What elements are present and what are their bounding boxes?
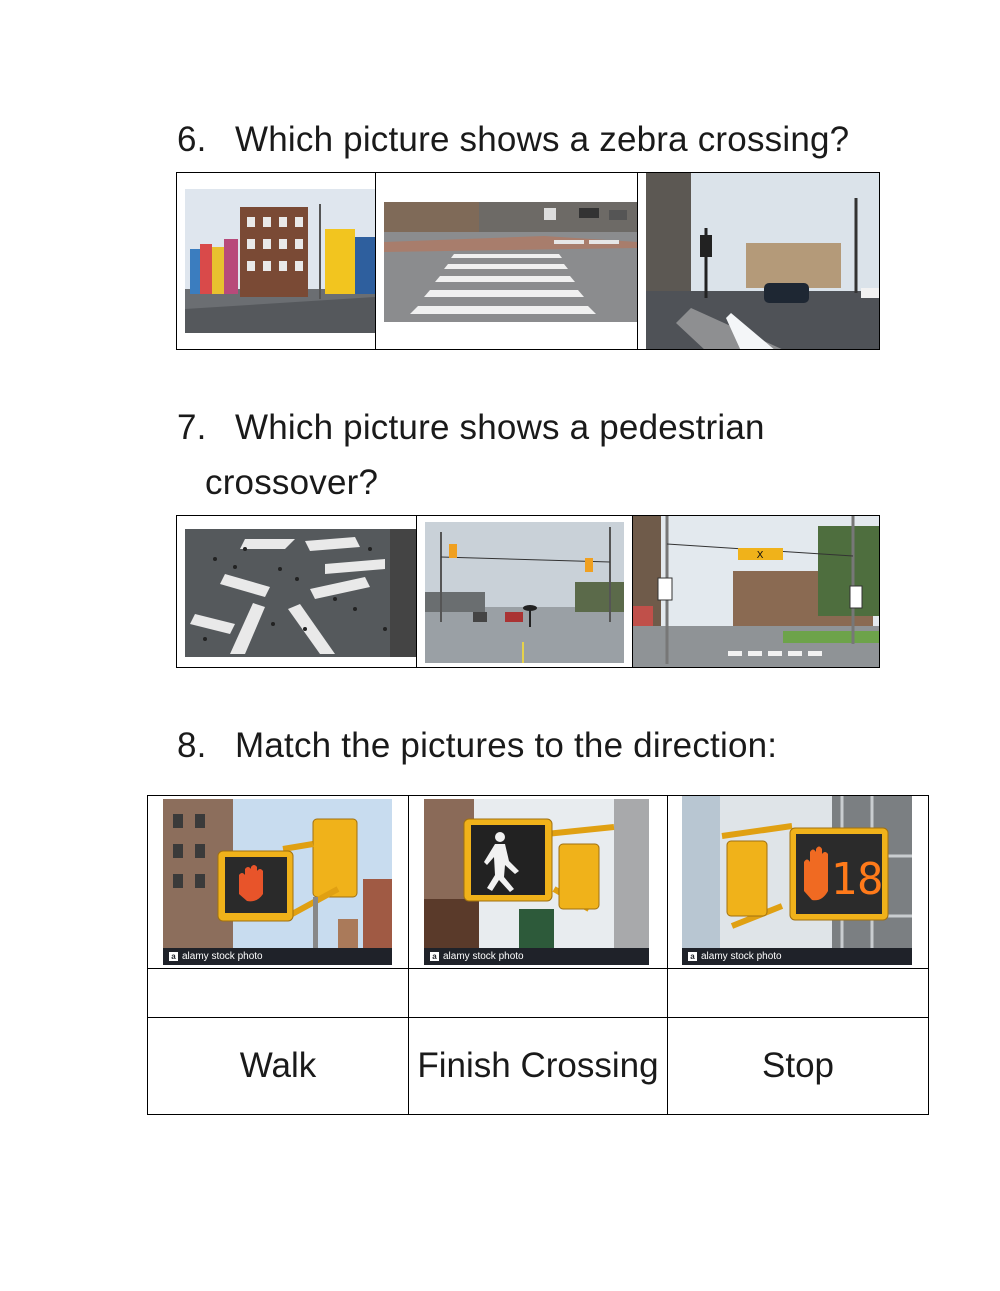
q7-photo-scramble-crossing: [185, 529, 416, 657]
question-7-image-row: [176, 515, 880, 668]
q6-option-3[interactable]: [638, 173, 880, 349]
watermark-text: alamy stock photo: [182, 951, 263, 962]
label-row: [148, 1018, 929, 1115]
signal-picture-cell-3: [668, 796, 929, 969]
q6-option-1[interactable]: [177, 173, 376, 349]
question-7-text-line1: Which picture shows a pedestrian: [235, 408, 765, 447]
label-walk[interactable]: Walk: [148, 1018, 409, 1115]
question-6: [177, 120, 849, 160]
q7-photo-rainy-signal: [425, 522, 624, 663]
q6-photo-zebra-crossing: [384, 202, 637, 322]
question-7-number: 7.: [177, 408, 207, 447]
label-stop[interactable]: Stop: [668, 1018, 929, 1115]
signal-picture-cell-2: [409, 796, 668, 969]
watermark-text: alamy stock photo: [701, 951, 782, 962]
signal-picture-cell-1: [148, 796, 409, 969]
svg-text:X: X: [756, 550, 764, 561]
q7-option-2[interactable]: [417, 516, 633, 667]
question-7-continued: [205, 463, 378, 503]
watermark-text: alamy stock photo: [443, 951, 524, 962]
question-7: [177, 408, 765, 448]
answer-cell-1[interactable]: [148, 969, 409, 1018]
countdown-number: 18: [830, 854, 884, 905]
answer-cell-3[interactable]: [668, 969, 929, 1018]
watermark-bar: a alamy stock photo: [424, 948, 649, 965]
question-8: [177, 726, 777, 766]
q6-photo-row-houses: [185, 189, 375, 333]
q6-photo-intersection-snow: [646, 173, 880, 349]
answer-cell-2[interactable]: [409, 969, 668, 1018]
question-6-text: Which picture shows a zebra crossing?: [235, 120, 850, 159]
match-table: [147, 795, 929, 1115]
signal-photo-red-hand: [163, 799, 392, 965]
watermark-bar: a alamy stock photo: [163, 948, 392, 965]
signal-photo-walking-person: [424, 799, 649, 965]
question-6-number: 6.: [177, 120, 207, 159]
q7-photo-pedestrian-crossover: [633, 516, 880, 667]
question-8-number: 8.: [177, 726, 207, 765]
picture-row: [148, 796, 929, 969]
q6-option-2[interactable]: [376, 173, 638, 349]
label-finish-crossing[interactable]: Finish Crossing: [409, 1018, 668, 1115]
answer-row: [148, 969, 929, 1018]
question-7-text-line2: crossover?: [205, 463, 379, 502]
watermark-bar: a alamy stock photo: [682, 948, 912, 965]
question-6-image-row: [176, 172, 880, 350]
q7-option-3[interactable]: [633, 516, 880, 667]
question-8-text: Match the pictures to the direction:: [235, 726, 778, 765]
q7-option-1[interactable]: [177, 516, 417, 667]
signal-photo-hand-countdown: [682, 796, 912, 965]
